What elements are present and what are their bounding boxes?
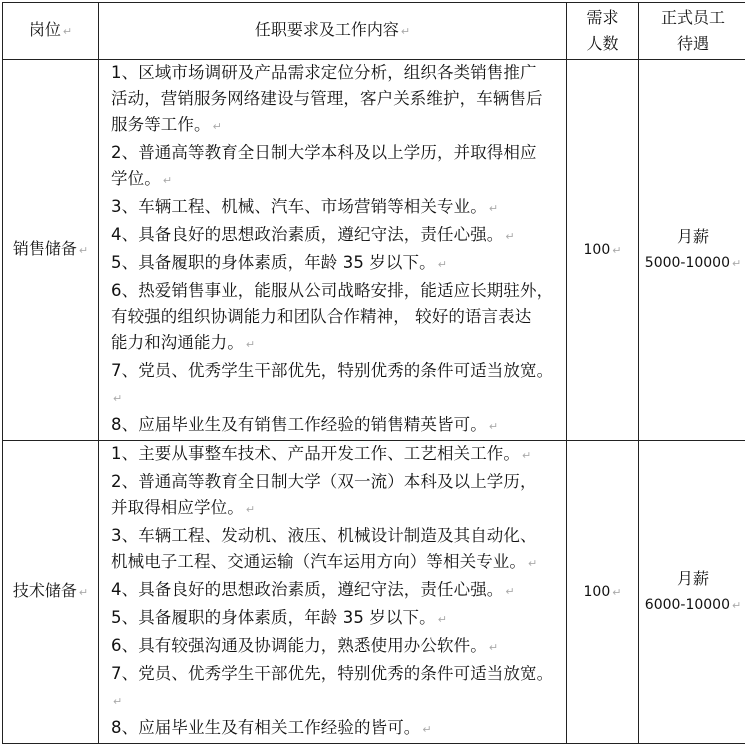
salary-range: 6000-10000 ↵ xyxy=(639,592,745,619)
position-text: 技术储备 ↵ xyxy=(13,581,88,600)
position-cell xyxy=(3,60,99,441)
headcount-cell xyxy=(567,60,639,441)
table-row xyxy=(3,441,745,744)
header-requirements-text: 任职要求及工作内容 ↵ xyxy=(255,20,410,39)
requirement-item: 7、党员、优秀学生干部优先，特别优秀的条件可适当放宽。 ↵ xyxy=(99,358,566,412)
headcount-cell xyxy=(567,441,639,744)
header-position xyxy=(3,3,99,60)
requirement-item: 1、主要从事整车技术、产品开发工作、工艺相关工作。 ↵ xyxy=(99,441,566,469)
header-salary: 正式员工 待遇 xyxy=(639,3,745,60)
requirement-item: 4、具备良好的思想政治素质，遵纪守法，责任心强。 ↵ xyxy=(99,222,566,250)
requirement-item: 8、应届毕业生及有相关工作经验的皆可。 ↵ xyxy=(99,715,566,743)
header-requirements xyxy=(99,3,567,60)
headcount-text: 100 ↵ xyxy=(584,584,622,600)
position-cell xyxy=(3,441,99,744)
salary-label: 月薪 xyxy=(639,566,745,592)
recruitment-table xyxy=(2,2,745,744)
header-position-text: 岗位 ↵ xyxy=(29,20,72,39)
headcount-text: 100 ↵ xyxy=(584,242,622,258)
position-text: 销售储备 ↵ xyxy=(13,239,88,258)
requirement-item: 7、党员、优秀学生干部优先，特别优秀的条件可适当放宽。 ↵ xyxy=(99,661,566,715)
requirement-item: 2、普通高等教育全日制大学本科及以上学历，并取得相应 学位。 ↵ xyxy=(99,140,566,194)
requirement-item: 4、具备良好的思想政治素质，遵纪守法，责任心强。 ↵ xyxy=(99,577,566,605)
requirements-cell xyxy=(99,441,567,744)
requirement-item: 1、区域市场调研及产品需求定位分析，组织各类销售推广 活动，营销服务网络建设与管理，客户关系维护，车辆售后 服务等工作。 ↵ xyxy=(99,60,566,140)
salary-label: 月薪 xyxy=(639,224,745,250)
requirement-item: 8、应届毕业生及有销售工作经验的销售精英皆可。 ↵ xyxy=(99,412,566,440)
salary-cell xyxy=(639,60,745,441)
requirement-item: 3、车辆工程、机械、汽车、市场营销等相关专业。 ↵ xyxy=(99,194,566,222)
requirement-item: 2、普通高等教育全日制大学（双一流）本科及以上学历， 并取得相应学位。 ↵ xyxy=(99,469,566,523)
requirement-item: 5、具备履职的身体素质，年龄 35 岁以下。 ↵ xyxy=(99,250,566,278)
requirements-cell xyxy=(99,60,567,441)
salary-cell xyxy=(639,441,745,744)
requirement-item: 3、车辆工程、发动机、液压、机械设计制造及其自动化、 机械电子工程、交通运输（汽车运用方向）等相关专业。 ↵ xyxy=(99,523,566,577)
requirement-item: 5、具备履职的身体素质，年龄 35 岁以下。 ↵ xyxy=(99,605,566,633)
table-row xyxy=(3,60,745,441)
requirement-item: 6、具有较强沟通及协调能力，熟悉使用办公软件。 ↵ xyxy=(99,633,566,661)
table-header-row xyxy=(3,3,745,60)
requirement-item: 6、热爱销售事业，能服从公司战略安排，能适应长期驻外， 有较强的组织协调能力和团队合作精神， 较好的语言表达 能力和沟通能力。 ↵ xyxy=(99,278,566,358)
header-headcount: 需求 人数 xyxy=(567,3,639,60)
salary-range: 5000-10000 ↵ xyxy=(639,250,745,277)
